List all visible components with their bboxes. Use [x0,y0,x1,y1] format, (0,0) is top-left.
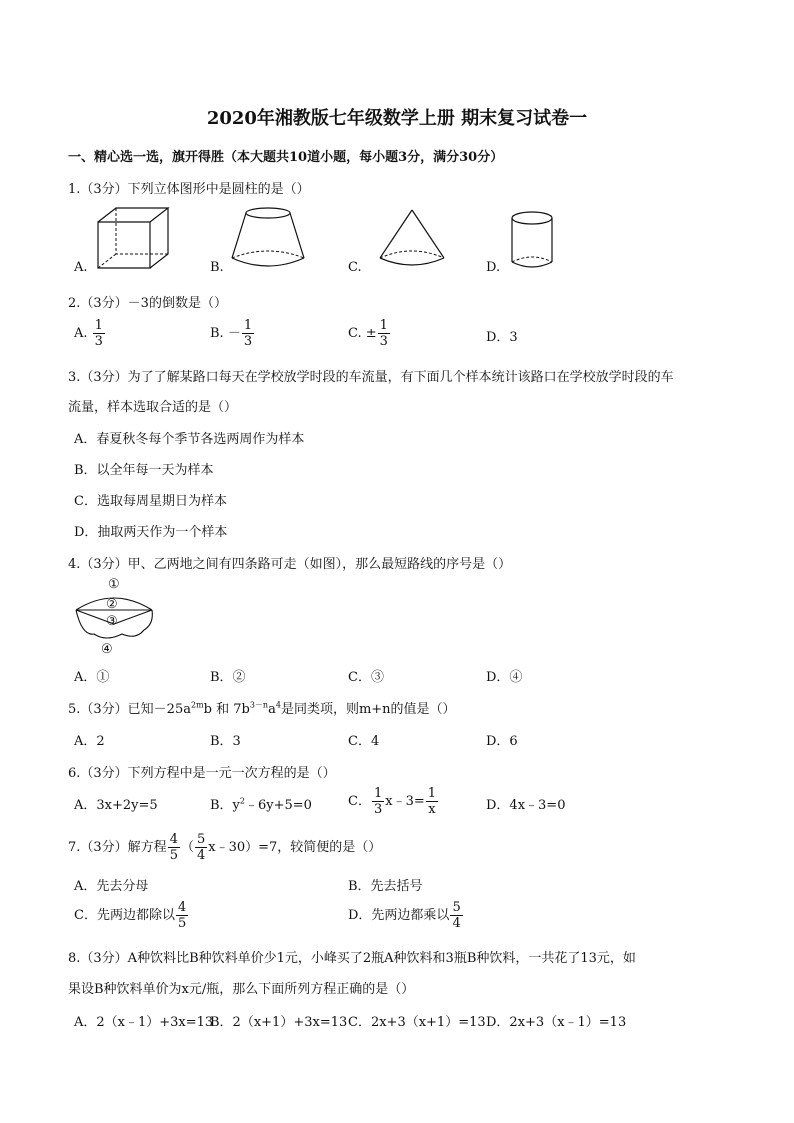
cube-figure [96,206,168,270]
denominator: 5 [169,848,178,863]
numerator: 5 [452,900,461,915]
question-5-stem [68,698,456,717]
q5-option-d: D．6 [486,734,518,749]
q6-option-b [210,794,312,813]
q6-b-exponent: 2 [239,796,245,806]
numerator: 4 [169,832,178,847]
q8-option-c: C．2x+3（x+1）=13 [348,1015,486,1030]
q7-paren: （ [180,840,194,855]
q7-option-c [74,900,189,931]
q7-option-a: A．先去分母 [74,879,149,894]
q2-b-sign: － [227,326,241,341]
q5-option-b: B．3 [210,734,241,749]
q2-option-a [74,318,106,349]
q1-option-b: B. [210,260,224,275]
denominator: 5 [177,916,187,931]
q6-option-d: D．4x﹣3=0 [486,798,566,813]
fraction [372,786,384,817]
q6-c-text: x﹣3= [385,794,425,809]
q7-c-text: C．先两边都除以 [74,908,175,923]
question-2-stem: 2.（3分）－3的倒数是（） [68,296,227,311]
q4-option-a: A．① [74,670,110,685]
denominator: x [428,802,436,817]
fraction [176,900,188,931]
q6-b-text-2: ﹣6y+5=0 [245,798,312,813]
q6-option-a: A．3x+2y=5 [74,798,158,813]
q2-c-sign: ± [365,326,377,341]
denominator: 3 [243,334,253,349]
q4-option-d: D．④ [486,670,523,685]
q1-option-a: A. [74,260,88,275]
q4-option-c: C．③ [348,670,384,685]
q3-option-c: C．选取每周星期日为样本 [74,494,227,509]
q2-a-label: A. [74,326,88,341]
q5-exponent-3: 4 [275,700,281,710]
question-7-stem [68,832,381,863]
fraction [195,832,207,863]
cylinder-figure [510,210,554,270]
q6-b-text-1: B．y [210,798,240,813]
route-label-2: ② [106,597,118,612]
q3-option-b: B．以全年每一天为样本 [74,463,214,478]
numerator: 4 [177,900,187,915]
fraction [426,786,438,817]
numerator: 1 [243,318,253,333]
numerator: 5 [196,832,206,847]
question-4-stem: 4.（3分）甲、乙两地之间有四条路可走（如图），那么最短路线的序号是（） [68,557,512,572]
question-6-stem: 6.（3分）下列方程中是一元一次方程的是（） [68,766,336,781]
q2-option-b [210,318,255,349]
q1-option-c: C. [348,260,362,275]
denominator: 4 [196,848,206,863]
q5-text-1: 5.（3分）已知－25a [68,702,191,717]
question-3-stem-line2: 流量，样本选取合适的是（） [68,400,238,415]
q2-c-label: C. [348,326,362,341]
q8-option-a: A．2（x﹣1）+3x=13 [74,1015,214,1030]
q2-b-label: B. [210,326,224,341]
q5-exponent-2: 3－n [249,700,269,710]
q2-option-c [348,318,391,349]
denominator: 3 [379,334,388,349]
fraction [168,832,180,863]
question-3-stem-line1: 3.（3分）为了了解某路口每天在学校放学时段的车流量，有下面几个样本统计该路口在学校放学时段的车 [68,370,674,385]
q5-option-c: C．4 [348,734,380,749]
section-heading: 一、精心选一选，旗开得胜（本大题共10道小题，每小题3分，满分30分） [68,150,504,165]
route-label-1: ① [108,577,120,592]
question-1-stem: 1.（3分）下列立体图形中是圆柱的是（） [68,182,310,197]
page-title: 2020年湘教版七年级数学上册 期末复习试卷一 [206,108,588,129]
denominator: 3 [373,802,383,817]
q7-option-b: B．先去括号 [348,879,423,894]
frustum-figure [230,206,306,268]
question-8-stem-line1: 8.（3分）A种饮料比B种饮料单价少1元，小峰买了2瓶A种饮料和3瓶B种饮料，一共花了13元，如 [68,951,636,966]
route-label-4: ④ [101,642,113,657]
q3-option-d: D．抽取两天作为一个样本 [74,525,228,540]
denominator: 3 [94,334,103,349]
q5-text-3: a [268,702,276,717]
q8-option-b: B．2（x+1）+3x=13 [210,1015,348,1030]
route-label-3: ③ [106,614,118,629]
denominator: 4 [452,916,461,931]
q1-option-d: D. [486,260,501,275]
q6-c-label: C． [348,794,371,809]
q5-exponent-1: 2m [190,700,204,710]
q5-text-4: 是同类项，则m+n的值是（） [280,702,456,717]
q4-option-b: B．② [210,670,246,685]
fraction [93,318,105,349]
q7-text-2: x﹣30）=7，较简便的是（） [208,840,382,855]
numerator: 1 [373,786,383,801]
numerator: 1 [94,318,103,333]
fraction [450,900,462,931]
q7-option-d [348,900,464,931]
q7-text-1: 7.（3分）解方程 [68,840,167,855]
numerator: 1 [379,318,388,333]
q8-option-d: D．2x+3（x﹣1）=13 [486,1015,627,1030]
fraction [242,318,254,349]
q6-option-c [348,786,439,817]
fraction [378,318,390,349]
q5-text-2: b 和 7b [203,702,250,717]
cone-figure [378,208,446,270]
q2-option-d: D．3 [486,330,518,345]
q5-option-a: A．2 [74,734,105,749]
question-8-stem-line2: 果设B种饮料单价为x元/瓶，那么下面所列方程正确的是（） [68,982,415,997]
q3-option-a: A．春夏秋冬每个季节各选两周作为样本 [74,432,305,447]
numerator: 1 [427,786,437,801]
q7-d-text: D．先两边都乘以 [348,908,450,923]
